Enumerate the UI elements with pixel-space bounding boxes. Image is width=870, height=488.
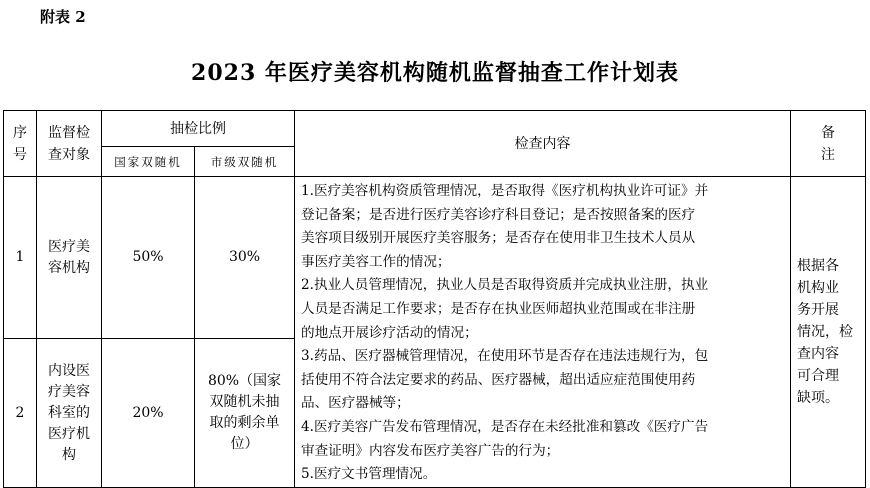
row2-city-line4: 位） [230, 436, 259, 453]
content-line: 的地点开展诊疗活动的情况； [301, 324, 478, 341]
row2-national: 20% [102, 339, 195, 487]
row1-object [37, 177, 102, 339]
row2-object-line5: 构 [62, 446, 76, 463]
remark-line: 根据各 [797, 257, 839, 274]
content-line: 美容项目级别开展医疗美容服务；是否存在使用非卫生技术人员从 [301, 230, 696, 247]
header-remark [791, 111, 866, 177]
page-title: 2023 年医疗美容机构随机监督抽查工作计划表 [191, 60, 679, 86]
row2-object-line2: 疗美容 [48, 383, 90, 400]
attachment-label: 附表 2 [40, 8, 86, 26]
content-line: 人员是否满足工作要求；是否存在执业医师超执业范围或在非注册 [301, 300, 696, 317]
header-object [37, 111, 102, 177]
content-line: 品、医疗器械等； [301, 395, 410, 412]
header-remark-line2: 注 [821, 146, 835, 163]
remark-line: 缺项。 [797, 389, 839, 406]
row2-object [37, 339, 102, 487]
content-line: 登记备案；是否进行医疗美容诊疗科目登记；是否按照备案的医疗 [301, 206, 696, 223]
row1-object-line1: 医疗美 [48, 238, 90, 255]
content-line: 4.医疗美容广告发布管理情况，是否存在未经批准和篡改《医疗广告 [301, 418, 709, 435]
remark-line: 查内容 [797, 345, 839, 362]
content-line: 2.执业人员管理情况，执业人员是否取得资质并完成执业注册，执业 [301, 277, 709, 294]
row1-city: 30% [195, 177, 295, 339]
header-ratio: 抽检比例 [102, 111, 295, 147]
inspection-content [295, 177, 791, 488]
header-object-line2: 查对象 [48, 146, 90, 163]
row2-object-line4: 医疗机 [48, 425, 90, 442]
header-object-line1: 监督检 [48, 124, 90, 141]
header-content: 检查内容 [295, 111, 791, 177]
header-seq-line1: 序 [13, 124, 27, 141]
row2-city-line3: 取的剩余单 [209, 415, 280, 432]
remark-cell [791, 177, 866, 488]
row2-object-line1: 内设医 [48, 362, 90, 379]
remark-line: 可合理 [797, 367, 839, 384]
content-line: 3.药品、医疗器械管理情况，在使用环节是否存在违法违规行为，包 [301, 348, 709, 365]
header-city: 市级双随机 [195, 147, 295, 177]
header-national: 国家双随机 [102, 147, 195, 177]
row1-seq: 1 [4, 177, 37, 339]
header-seq-line2: 号 [13, 146, 27, 163]
row2-object-line3: 科室的 [48, 404, 90, 421]
remark-line: 情况，检 [797, 323, 853, 340]
content-line: 括使用不符合法定要求的药品、医疗器械，超出适应症范围使用药 [301, 371, 696, 388]
inspection-plan-table [3, 110, 866, 488]
content-line: 审查证明》内容发布医疗美容广告的行为； [301, 442, 560, 459]
content-line: 5.医疗文书管理情况。 [301, 466, 437, 483]
row2-city-line2: 双随机未抽 [209, 394, 280, 411]
remark-line: 机构业 [797, 279, 839, 296]
row2-seq: 2 [4, 339, 37, 487]
content-line: 1.医疗美容机构资质管理情况，是否取得《医疗机构执业许可证》并 [301, 183, 709, 199]
row1-object-line2: 容机构 [48, 259, 90, 276]
header-remark-line1: 备 [821, 124, 835, 141]
row1-national: 50% [102, 177, 195, 339]
content-line: 事医疗美容工作的情况； [301, 253, 451, 270]
row2-city-line1: 80%（国家 [207, 373, 282, 390]
remark-line: 务开展 [797, 301, 839, 318]
header-seq [4, 111, 37, 177]
row2-city [195, 339, 295, 487]
